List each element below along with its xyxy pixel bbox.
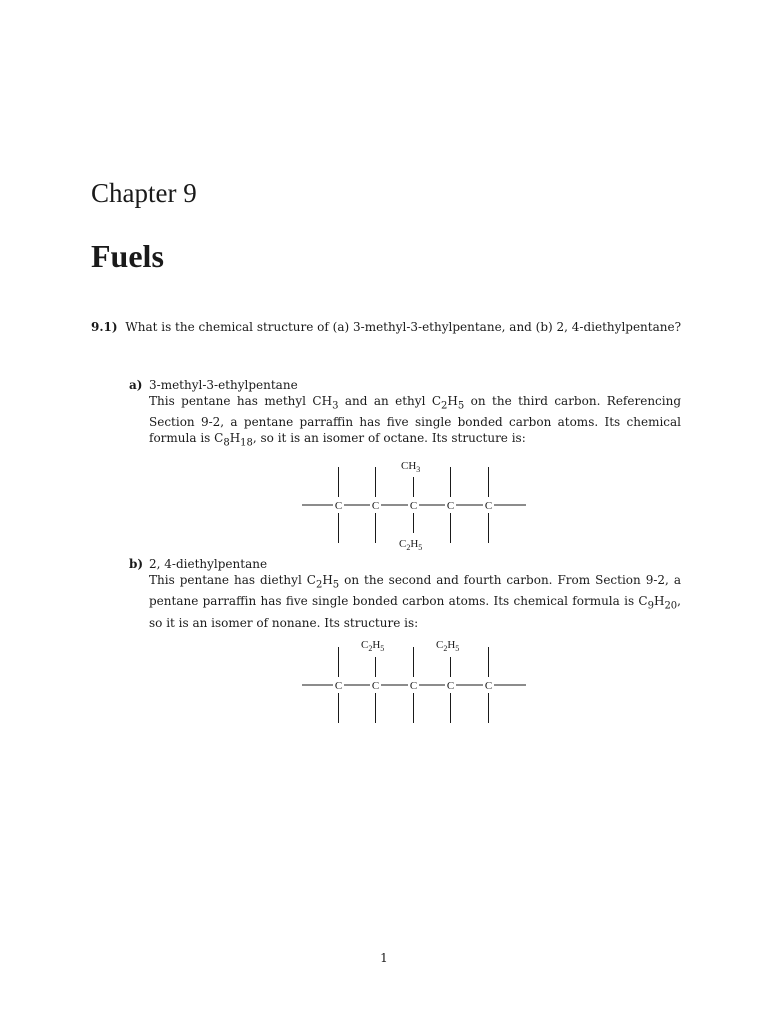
part-a-text: and an ethyl C	[338, 394, 442, 408]
subscript: 5	[418, 543, 423, 552]
part-b-text: H	[653, 594, 665, 609]
group-text: C	[436, 639, 444, 651]
subscript: 9	[647, 600, 654, 612]
problem-number: 9.1)	[91, 320, 118, 334]
subscript: 18	[240, 437, 253, 449]
part-b-text: H	[322, 573, 333, 587]
structure-b-diagram	[0, 630, 768, 730]
subscript: 5	[455, 644, 460, 653]
part-b-text: on the second and fourth carbon. From Section 9-2, a pentane parraffin has five single bonded carbon atoms. Its chemical formula is C	[149, 573, 681, 609]
subscript: 2	[368, 644, 373, 653]
subscript: 2	[315, 579, 323, 591]
subscript: 5	[332, 579, 340, 591]
part-b-text: This pentane has diethyl C	[149, 573, 316, 587]
carbon-atom: C	[409, 680, 418, 692]
part-b-name: 2, 4-diethylpentane	[149, 557, 268, 571]
subscript: 5	[457, 400, 465, 412]
part-b	[129, 556, 681, 631]
part-b-description	[129, 572, 681, 631]
page-number: 1	[380, 951, 388, 965]
structure-3-methyl-3-ethylpentane	[0, 455, 768, 555]
carbon-atom: C	[484, 680, 493, 692]
part-a-text: , so it is an isomer of octane. Its structure is:	[252, 431, 526, 446]
carbon-atom: C	[371, 680, 380, 692]
methyl-group	[401, 460, 420, 474]
part-a-name: 3-methyl-3-ethylpentane	[149, 378, 298, 392]
part-a-text: H	[229, 431, 241, 446]
chapter-label: Chapter 9	[91, 178, 197, 208]
ethyl-group	[399, 538, 422, 552]
group-text: H	[372, 639, 381, 651]
part-a-text: H	[447, 394, 458, 408]
subscript: 2	[406, 543, 411, 552]
carbon-atom: C	[334, 680, 343, 692]
ethyl-group	[361, 639, 384, 653]
structure-2-4-diethylpentane	[0, 630, 768, 730]
carbon-atom: C	[446, 680, 455, 692]
carbon-atom: C	[446, 500, 455, 512]
problem-statement	[91, 320, 691, 334]
structure-a-diagram	[0, 455, 768, 555]
ethyl-group	[436, 639, 459, 653]
subscript: 2	[441, 400, 448, 412]
group-text: C	[361, 639, 369, 651]
carbon-atom: C	[409, 500, 418, 512]
part-a-text: This pentane has methyl CH	[149, 394, 333, 408]
group-text: CH	[401, 460, 417, 472]
problem-question: What is the chemical structure of (a) 3-methyl-3-ethylpentane, and (b) 2, 4-diethylpentane?	[125, 320, 682, 334]
carbon-atom: C	[334, 500, 343, 512]
subscript: 8	[223, 437, 230, 449]
carbon-atom: C	[371, 500, 380, 512]
subscript: 2	[443, 644, 448, 653]
part-b-text: , so it is an isomer of nonane. Its structure is:	[149, 594, 681, 630]
part-a-letter: a)	[129, 378, 143, 392]
subscript: 3	[416, 465, 421, 474]
subscript: 5	[380, 644, 385, 653]
chapter-title: Fuels	[91, 238, 164, 274]
subscript: 20	[664, 600, 678, 612]
subscript: 3	[332, 400, 339, 412]
part-b-letter: b)	[129, 557, 144, 571]
group-text: C	[399, 538, 407, 550]
part-a	[129, 377, 681, 452]
carbon-atom: C	[484, 500, 493, 512]
group-text: H	[410, 538, 419, 550]
part-a-text: on the third carbon. Referencing Section 9-2, a pentane parraffin has five single bonded carbon atoms. Its chemical formula is C	[149, 394, 682, 446]
group-text: H	[447, 639, 456, 651]
part-a-description	[129, 393, 681, 452]
